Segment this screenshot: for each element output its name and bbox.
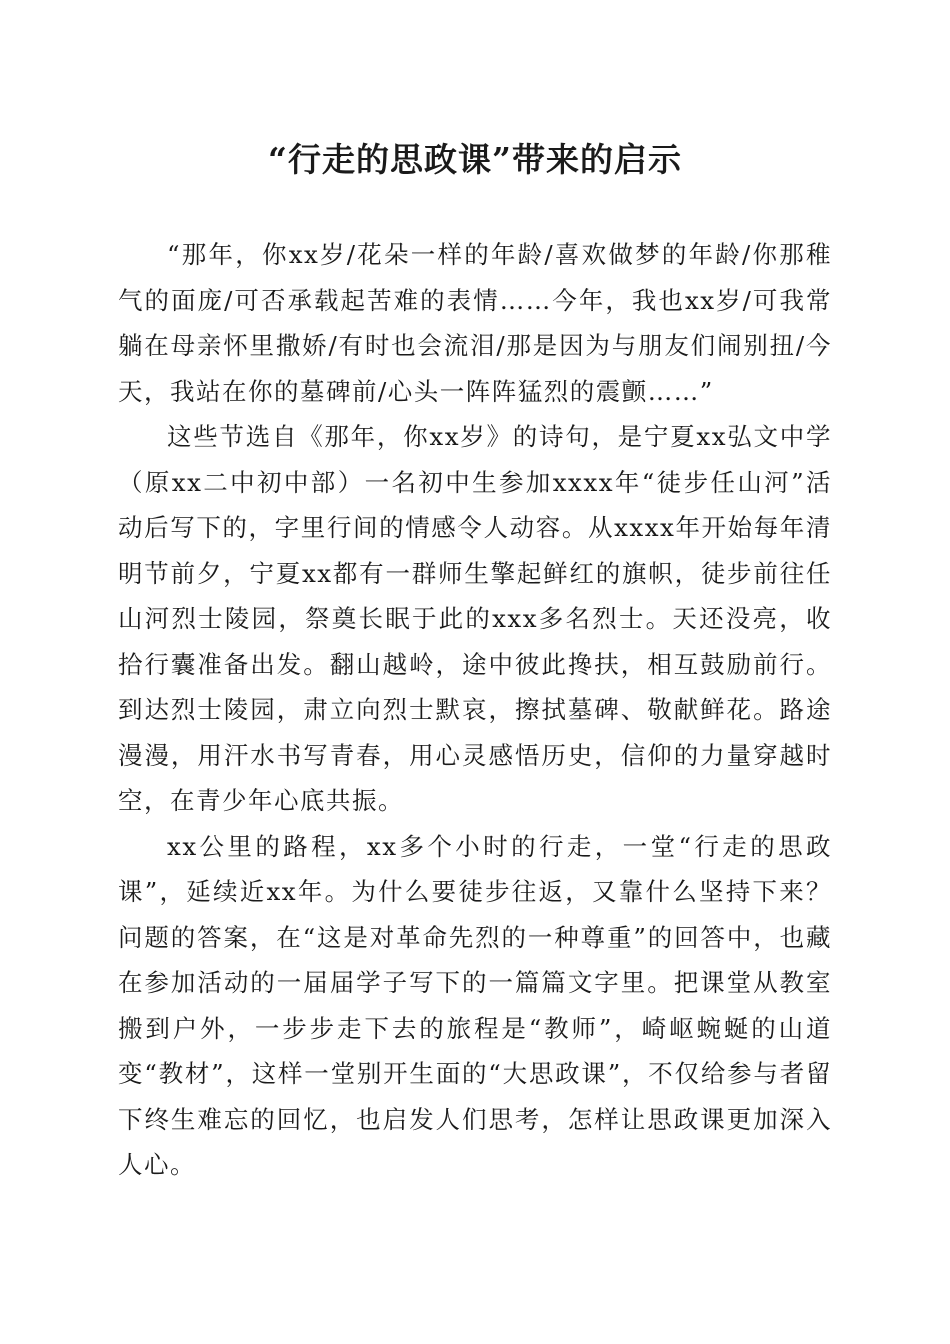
paragraph-activity-description: 这些节选自《那年，你xx岁》的诗句，是宁夏xx弘文中学（原xx二中初中部）一名初中生参加xxxx年“徒步任山河”活动后写下的，字里行间的情感令人动容。从xxxx年开始每年清明节前夕，宁夏xx都有一群师生擎起鲜红的旗帜，徒步前往任山河烈士陵园，祭奠长眠于此的xxx多名烈士。天还没亮，收拾行囊准备出发。翻山越岭，途中彼此搀扶，相互鼓励前行。到达烈士陵园，肃立向烈士默哀，擦拭墓碑、敬献鲜花。路途漫漫，用汗水书写青春，用心灵感悟历史，信仰的力量穿越时空，在青少年心底共振。 bbox=[118, 422, 832, 815]
document-body bbox=[118, 232, 832, 1188]
paragraph-poem-excerpt: “那年，你xx岁/花朵一样的年龄/喜欢做梦的年龄/你那稚气的面庞/可否承载起苦难的表情……今年，我也xx岁/可我常躺在母亲怀里撒娇/有时也会流泪/那是因为与朋友们闹别扭/今天，我站在你的墓碑前/心头一阵阵猛烈的震颤……” bbox=[118, 240, 832, 406]
paragraph-reflection: xx公里的路程，xx多个小时的行走，一堂“行走的思政课”，延续近xx年。为什么要徒步往返，又靠什么坚持下来？问题的答案，在“这是对革命先烈的一种尊重”的回答中，也藏在参加活动的一届届学子写下的一篇篇文字里。把课堂从教室搬到户外，一步步走下去的旅程是“教师”，崎岖蜿蜒的山道变“教材”，这样一堂别开生面的“大思政课”，不仅给参与者留下终生难忘的回忆，也启发人们思考，怎样让思政课更加深入人心。 bbox=[118, 831, 832, 1179]
document-title: “行走的思政课”带来的启示 bbox=[268, 140, 682, 179]
